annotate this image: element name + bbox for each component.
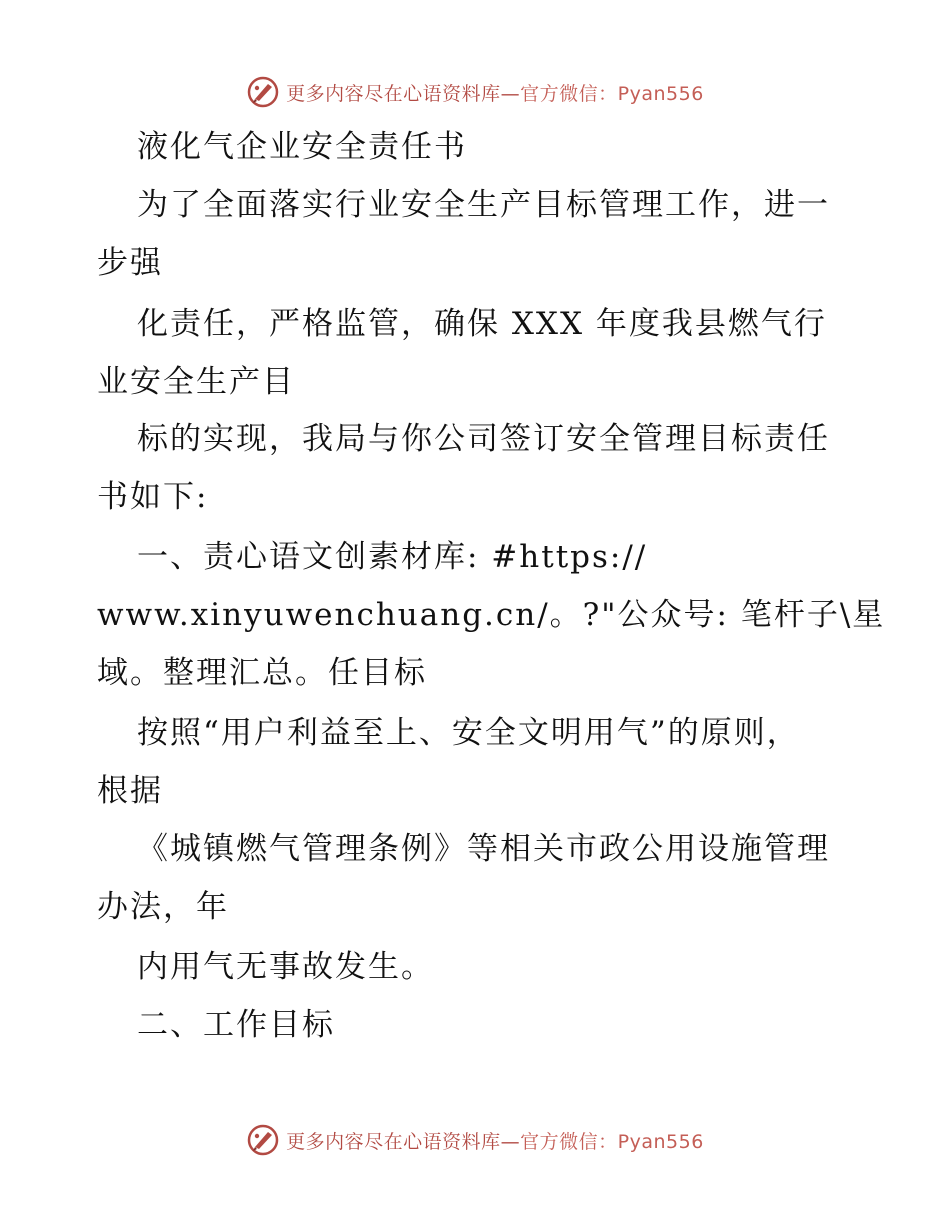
banner-main-text: 更多内容尽在心语资料库: [286, 82, 501, 105]
paragraph-line: 办法，年: [97, 889, 229, 925]
paragraph-line: 化责任，严格监管，确保 XXX 年度我县燃气行: [137, 306, 827, 342]
header-banner: [0, 72, 950, 112]
footer-banner: [0, 1120, 950, 1160]
banner-dash: —: [500, 1130, 521, 1153]
paragraph-line: 内用气无事故发生。: [137, 949, 434, 985]
banner-text: [286, 1127, 704, 1154]
paragraph-line: 标的实现，我局与你公司签订安全管理目标责任: [137, 421, 830, 457]
pen-seal-icon: [246, 1123, 280, 1157]
section-heading: 二、工作目标: [137, 1007, 335, 1043]
paragraph-line: 一、责心语文创素材库: #https://: [137, 539, 648, 575]
banner-dash: —: [500, 82, 521, 105]
banner-main-text: 更多内容尽在心语资料库: [286, 1130, 501, 1153]
paragraph-line: www.xinyuwenchuang.cn/。?"公众号: 笔杆子\星: [97, 597, 886, 633]
banner-wechat-text: 官方微信：Pyan556: [520, 1130, 704, 1153]
pen-seal-icon: [246, 75, 280, 109]
paragraph-line: 书如下:: [97, 479, 209, 515]
paragraph-line: 业安全生产目: [97, 364, 295, 400]
paragraph-line: 域。整理汇总。任目标: [97, 655, 427, 691]
paragraph-line: 为了全面落实行业安全生产目标管理工作，进一: [137, 187, 830, 223]
paragraph-line: 根据: [97, 773, 163, 809]
banner-wechat-text: 官方微信：Pyan556: [520, 82, 704, 105]
paragraph-line: 步强: [97, 245, 163, 281]
paragraph-line: 《城镇燃气管理条例》等相关市政公用设施管理: [137, 831, 830, 867]
paragraph-line: 按照“用户利益至上、安全文明用气”的原则，: [137, 715, 800, 751]
document-title: 液化气企业安全责任书: [137, 129, 467, 165]
banner-text: [286, 79, 704, 106]
